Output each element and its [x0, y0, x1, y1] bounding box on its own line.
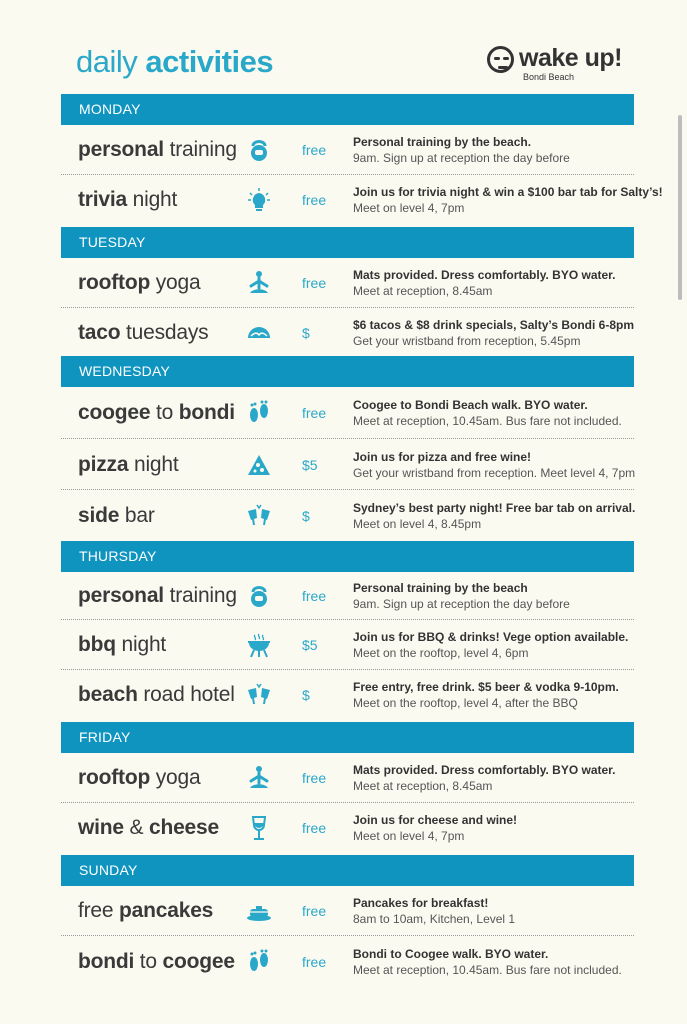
- activity-row: [61, 620, 634, 670]
- scrollbar[interactable]: [678, 115, 682, 300]
- activity-description: [353, 812, 653, 844]
- activity-name: bbq night: [78, 633, 167, 656]
- day-header-friday: [61, 722, 634, 753]
- activity-price: free: [302, 820, 327, 836]
- activity-price: free: [302, 192, 327, 208]
- day-name: FRIDAY: [79, 729, 131, 745]
- smiley-face-icon: [487, 46, 514, 73]
- cheers-icon: [246, 503, 272, 529]
- activity-price: free: [302, 142, 327, 158]
- bbq-icon: [246, 632, 272, 658]
- description-headline: Mats provided. Dress comfortably. BYO water.: [353, 268, 616, 282]
- yoga-icon: [246, 765, 272, 791]
- activity-name: taco tuesdays: [78, 321, 209, 344]
- description-headline: Free entry, free drink. $5 beer & vodka 9-10pm.: [353, 680, 619, 694]
- activity-description: [353, 134, 653, 166]
- day-name: MONDAY: [79, 101, 141, 117]
- activity-row: [61, 175, 663, 225]
- activity-price: free: [302, 954, 327, 970]
- activity-name: pizza night: [78, 452, 179, 476]
- yoga-icon: [246, 270, 272, 296]
- description-headline: Coogee to Bondi Beach walk. BYO water.: [353, 398, 588, 412]
- activity-price: free: [302, 405, 327, 421]
- activity-name: rooftop yoga: [78, 766, 201, 789]
- kettlebell-icon: [246, 137, 272, 163]
- footprints-icon: [246, 949, 272, 975]
- activity-price: $: [302, 507, 310, 524]
- title-bold: activities: [145, 44, 274, 79]
- cheers-icon: [246, 682, 272, 708]
- description-headline: $6 tacos & $8 drink specials, Salty’s Bondi 6-8pm: [353, 318, 634, 332]
- description-headline: Mats provided. Dress comfortably. BYO water.: [353, 763, 616, 777]
- activity-row: [61, 490, 634, 541]
- day-header-wednesday: [61, 356, 634, 387]
- description-details: 8am to 10am, Kitchen, Level 1: [353, 912, 516, 926]
- activity-description: [353, 500, 653, 532]
- activity-row: [61, 886, 634, 936]
- activity-name: side bar: [78, 503, 155, 527]
- activity-description: [353, 397, 653, 429]
- logo-location: Bondi Beach: [523, 72, 575, 82]
- day-header-sunday: [61, 855, 634, 886]
- activity-description: [353, 184, 663, 216]
- description-details: Meet at reception, 8.45am: [353, 779, 493, 793]
- description-details: Meet on level 4, 8.45pm: [353, 516, 482, 531]
- activity-row: [61, 670, 634, 720]
- activity-description: [353, 895, 653, 927]
- activity-row: [61, 936, 634, 988]
- activity-price: free: [302, 588, 327, 604]
- activity-row: [61, 803, 634, 853]
- description-details: Meet on level 4, 7pm: [353, 829, 465, 843]
- description-headline: Join us for BBQ & drinks! Vege option available.: [353, 630, 629, 644]
- activity-description: [353, 449, 653, 481]
- title-light: daily: [76, 44, 138, 79]
- footprints-icon: [246, 400, 272, 426]
- day-name: SUNDAY: [79, 862, 138, 878]
- activity-description: [353, 267, 653, 299]
- lightbulb-icon: [246, 187, 272, 213]
- activity-price: free: [302, 903, 327, 919]
- activity-price: $: [302, 687, 310, 703]
- description-details: Meet on the rooftop, level 4, after the BBQ: [353, 696, 578, 710]
- pizza-icon: [246, 452, 272, 478]
- activity-price: free: [302, 275, 327, 291]
- activity-name: trivia night: [78, 188, 178, 211]
- activity-row: [61, 387, 634, 439]
- description-headline: Personal training by the beach: [353, 581, 528, 595]
- day-name: THURSDAY: [79, 548, 157, 564]
- description-headline: Join us for pizza and free wine!: [353, 449, 532, 464]
- activity-description: [353, 580, 653, 612]
- description-details: Meet on level 4, 7pm: [353, 201, 465, 215]
- activity-name: free pancakes: [78, 899, 214, 922]
- day-name: WEDNESDAY: [79, 363, 170, 379]
- description-details: 9am. Sign up at reception the day before: [353, 151, 570, 165]
- activity-description: [353, 317, 653, 349]
- description-details: Get your wristband from reception. Meet level 4, 7pm: [353, 465, 636, 480]
- activity-price: $: [302, 325, 310, 341]
- activity-name: personal training: [78, 584, 237, 607]
- activity-description: [353, 762, 653, 794]
- description-headline: Bondi to Coogee walk. BYO water.: [353, 947, 549, 961]
- description-details: Meet on the rooftop, level 4, 6pm: [353, 646, 529, 660]
- activity-row: [61, 125, 634, 175]
- activity-row: [61, 439, 634, 490]
- kettlebell-icon: [246, 583, 272, 609]
- day-header-monday: [61, 94, 634, 125]
- activity-row: [61, 308, 634, 358]
- description-details: Meet at reception, 8.45am: [353, 284, 493, 298]
- activity-name: coogee to bondi: [78, 401, 235, 424]
- wine-glass-icon: [246, 815, 272, 841]
- activity-name: rooftop yoga: [78, 271, 201, 294]
- description-details: 9am. Sign up at reception the day before: [353, 597, 570, 611]
- description-details: Meet at reception, 10.45am. Bus fare not included.: [353, 963, 622, 977]
- activity-row: [61, 572, 634, 620]
- activity-name: wine & cheese: [78, 816, 219, 839]
- activity-price: $5: [302, 637, 318, 653]
- description-details: Meet at reception, 10.45am. Bus fare not included.: [353, 414, 622, 428]
- activity-description: [353, 946, 653, 978]
- description-headline: Join us for cheese and wine!: [353, 813, 518, 827]
- activity-name: beach road hotel: [78, 683, 235, 706]
- description-details: Get your wristband from reception, 5.45pm: [353, 334, 581, 348]
- day-header-thursday: [61, 541, 634, 572]
- activity-name: personal training: [78, 138, 237, 161]
- description-headline: Sydney’s best party night! Free bar tab on arrival.: [353, 500, 636, 515]
- day-header-tuesday: [61, 227, 634, 258]
- activity-row: [61, 258, 634, 308]
- description-headline: Personal training by the beach.: [353, 135, 532, 149]
- activity-description: [353, 679, 653, 711]
- description-headline: Join us for trivia night & win a $100 bar tab for Salty’s!: [353, 185, 663, 199]
- activity-description: [353, 629, 653, 661]
- day-name: TUESDAY: [79, 234, 146, 250]
- activity-row: [61, 753, 634, 803]
- description-headline: Pancakes for breakfast!: [353, 896, 489, 910]
- page-title: [76, 44, 273, 80]
- wake-up-logo: [487, 44, 627, 84]
- logo-name: wake up!: [519, 44, 622, 72]
- taco-icon: [246, 320, 272, 346]
- activity-name: bondi to coogee: [78, 950, 235, 973]
- pancakes-icon: [246, 898, 272, 924]
- activity-price: $5: [302, 456, 318, 473]
- activity-price: free: [302, 770, 327, 786]
